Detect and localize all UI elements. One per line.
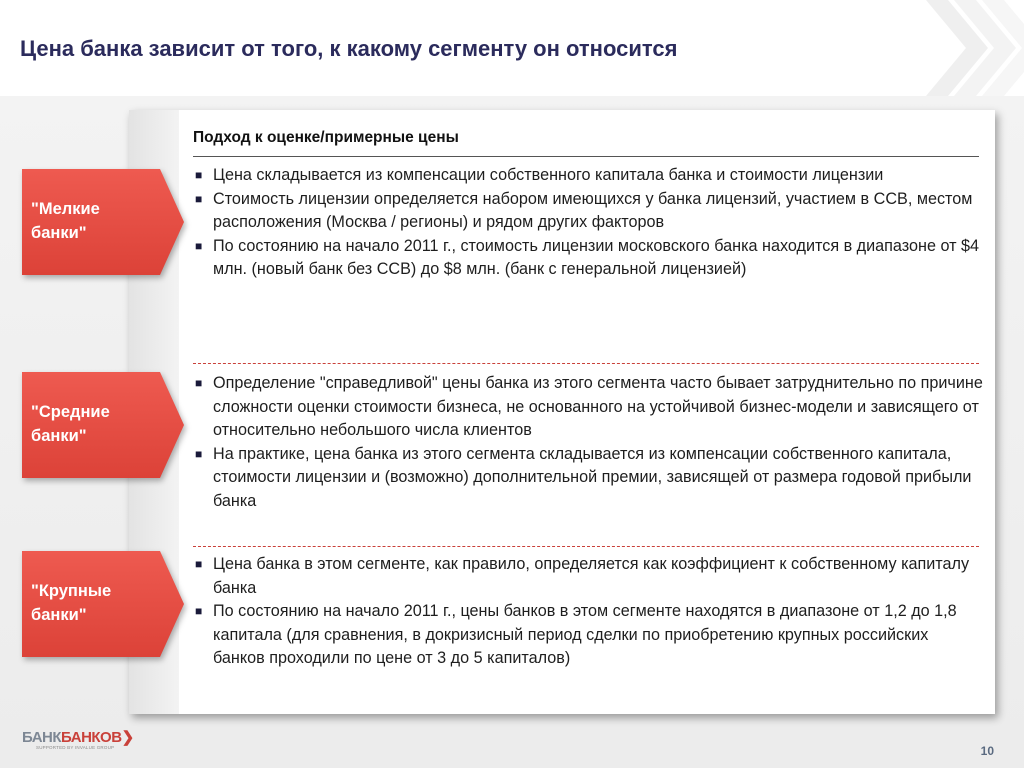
- slide-title: Цена банка зависит от того, к какому сегменту он относится: [20, 36, 678, 61]
- square-bullet-icon: ■: [195, 238, 203, 253]
- square-bullet-icon: ■: [195, 604, 203, 618]
- content-panel: [129, 110, 995, 714]
- square-bullet-icon: ■: [195, 376, 203, 390]
- medium-banks-bullets: [193, 372, 983, 513]
- heading-rule: [193, 156, 979, 157]
- segment-label-text: "Крупные банки": [31, 582, 112, 624]
- list-item: ■ По состоянию на начало 2011 г., стоимость лицензии московского банка находится в диапазоне от $4 млн. (новый банк без ССВ) до $8 млн. (банк с генеральной лицензией): [195, 236, 980, 278]
- list-item: ■ На практике, цена банка из этого сегмента складывается из компенсации собственного капитала, стоимости лицензии и (возможно) дополнительной премии, зависящей от размера годовой прибыли банка: [195, 444, 972, 510]
- square-bullet-icon: ■: [195, 557, 203, 571]
- square-bullet-icon: ■: [195, 168, 203, 182]
- segment-label-medium-banks: [22, 372, 184, 478]
- panel-heading: Подход к оценке/примерные цены: [193, 129, 459, 146]
- decorative-stripes: [914, 0, 1024, 96]
- segment-label-large-banks: [22, 551, 184, 657]
- list-item: ■ Определение "справедливой" цены банка из этого сегмента часто бывает затруднительно по причине сложности оценки стоимости бизнеса, не основанного на устойчивой бизнес-модели и зависящего от относительно небольшого числа клиентов: [195, 374, 983, 439]
- list-item: ■ Цена банка в этом сегменте, как правило, определяется как коэффициент к собственному капиталу банка: [195, 555, 970, 597]
- bankbankov-logo: [22, 728, 152, 754]
- list-item: ■ По состоянию на начало 2011 г., цены банков в этом сегменте находятся в диапазоне от 1,2 до 1,8 капитала (для сравнения, в докризисный период сделки по приобретению крупных российских банков проходили по цене от 3 до 5 капиталов): [195, 602, 957, 667]
- square-bullet-icon: ■: [195, 191, 203, 206]
- chevron-right-icon: ❯: [121, 729, 134, 746]
- segment-divider: [193, 546, 979, 547]
- slide-header: [0, 0, 1024, 96]
- large-banks-bullets: [193, 553, 983, 671]
- logo-wordmark: БАНКБАНКОВ❯: [22, 729, 134, 746]
- segment-divider: [193, 363, 979, 364]
- segment-label-small-banks: [22, 169, 184, 275]
- logo-tagline: SUPPORTED BY INVALUE GROUP: [36, 745, 115, 750]
- page-number: 10: [980, 744, 994, 758]
- small-banks-bullets: [193, 164, 983, 282]
- segment-label-text: "Мелкие банки": [31, 200, 100, 242]
- segment-label-text: "Средние банки": [31, 403, 110, 445]
- list-item: ■ Цена складывается из компенсации собственного капитала банка и стоимости лицензии: [193, 164, 983, 188]
- list-item: ■ Стоимость лицензии определяется набором имеющихся у банка лицензий, участием в ССВ, местом расположения (Москва / регионы) и рядом других факторов: [195, 189, 973, 231]
- square-bullet-icon: ■: [195, 446, 203, 461]
